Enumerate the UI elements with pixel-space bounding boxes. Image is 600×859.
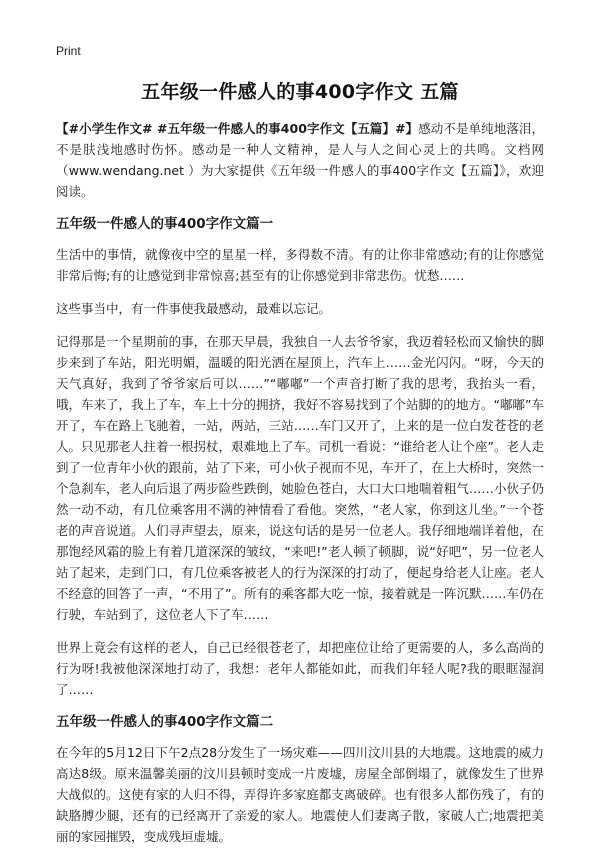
section-1-paragraph-1: 生活中的事情，就像夜中空的星星一样，多得数不清。有的让你非常感动;有的让你感觉非常后悔;有的让感觉到非常惊喜;甚至有的让你感觉到非常悲伤。忧愁…… [56, 247, 544, 283]
document-title: 五年级一件感人的事400字作文 五篇 [141, 81, 459, 103]
section-2-paragraph-1: 在今年的5月12日下午2点28分发生了一场灾难——四川汶川县的大地震。这地震的威力高达8级。原来温馨美丽的汶川县顿时变成一片废墟，房屋全部倒塌了，就像发生了世界大战似的。这使有家的人归不得，弄得许多家庭都支离破碎。也有很多人都伤残了，有的缺胳膊少腿，还有的已经离开了亲爱的家人。地震使人们妻离子散，家破人亡;地震把美丽的家园摧毁，变成残垣虚墟。 [56, 745, 544, 844]
intro-paragraph [56, 118, 544, 202]
intro-tags: 【#小学生作文# #五年级一件感人的事400字作文【五篇】#】 [56, 121, 419, 136]
section-2-heading: 五年级一件感人的事400字作文篇二 [56, 714, 274, 730]
intro-text: 感动不是单纯地落泪，不是肤浅地感时伤怀。感动是一种人文精神，是人与人之间心灵上的共鸣。文档网（www.wendang.net ）为大家提供《五年级一件感人的事400字作文【五篇】》，欢迎阅读。 [56, 121, 544, 199]
section-1-paragraph-3: 记得那是一个星期前的事，在那天早晨，我独自一人去爷爷家，我迈着轻松而又愉快的脚步来到了车站，阳光明媚，温暖的阳光洒在屋顶上，汽车上……金光闪闪。“呀，今天的天气真好，我到了爷爷家后可以……”“嘟嘟”一个声音打断了我的思考，我抬头一看，哦，车来了，我上了车，车上十分的拥挤，我好不容易找到了个站脚的的地方。“嘟嘟”车开了，车在路上飞驰着，一站，两站，三站……车门又开了，上来的是一位白发苍苍的老人。只见那老人拄着一根拐杖，艰难地上了车。司机一看说：“谁给老人让个座”。老人走到了一位青年小伙的跟前，站了下来，可小伙子视而不见，车开了，在上大桥时，突然一个急刹车，老人向后退了两步险些跌倒，她脸色苍白，大口大口地喘着粗气……小伙子仍然一动不动，有几位乘客用不满的神情看了看他。突然，“老人家，你到这儿坐。”一个苍老的声音说道。人们寻声望去，原来，说这句话的是另一位老人。我仔细地端详着他，在那饱经风霜的脸上有着几道深深的皱纹，“来吧!”老人顿了顿脚，说“好吧”，另一位老人站了起来，走到门口，有几位乘客被老人的行为深深的打动了，便起身给老人让座。老人不经意的回答了一声，“不用了”。所有的乘客都大吃一惊，接着就是一阵沉默……车仍在行驶，车站到了，这位老人下了车…… [56, 334, 544, 622]
section-1-heading: 五年级一件感人的事400字作文篇一 [56, 216, 274, 232]
print-label[interactable]: Print [56, 44, 81, 58]
section-1-paragraph-2: 这些事当中，有一件事使我最感动，最难以忘记。 [56, 301, 332, 316]
section-1-paragraph-4: 世界上竟会有这样的老人，自己已经很苍老了，却把座位让给了更需要的人，多么高尚的行为呀!我被他深深地打动了，我想：老年人都能如此，而我们年轻人呢?我的眼眶湿润了…… [56, 640, 544, 697]
document-body [56, 118, 544, 859]
